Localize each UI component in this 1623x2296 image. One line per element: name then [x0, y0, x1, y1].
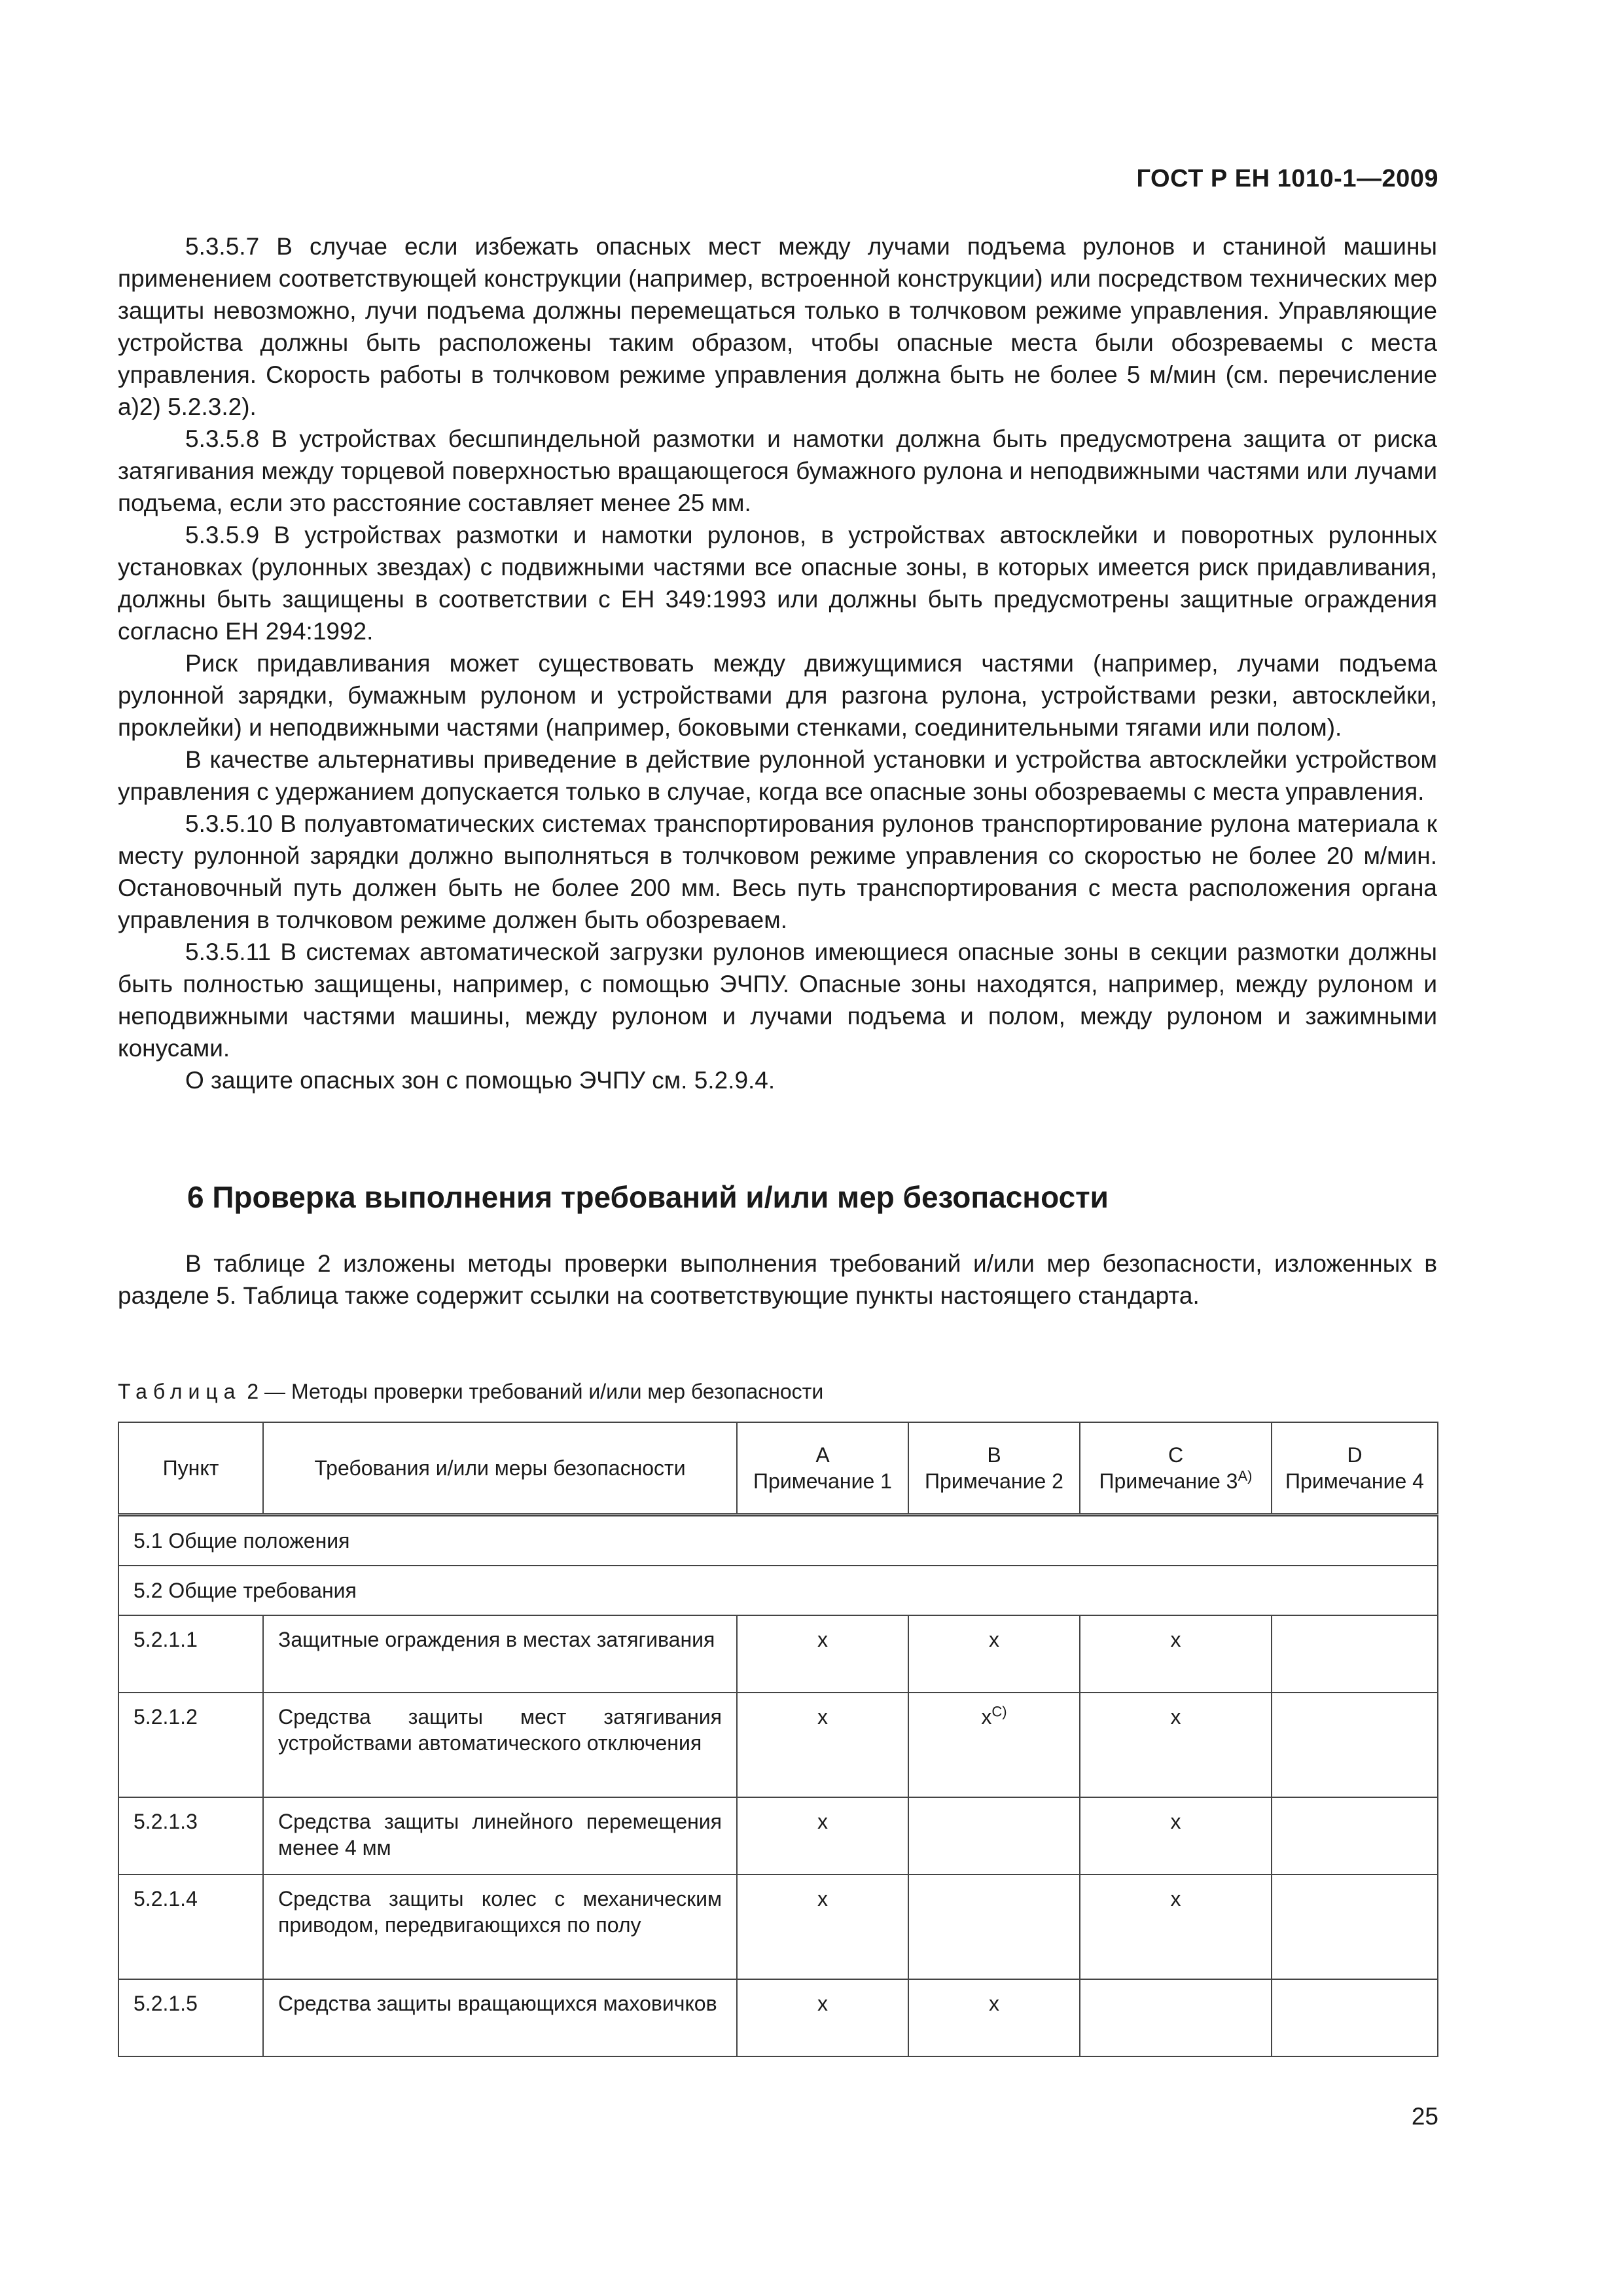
- paragraph-5-3-5-8: 5.3.5.8 В устройствах бесшпиндельной размотки и намотки должна быть предусмотрена защита от риска затягивания между торцевой поверхностью вращающегося бумажного рулона и неподвижными частями или лучами подъема, если это расстояние составляет менее 25 мм.: [118, 425, 1437, 516]
- paragraph-5-3-5-11: 5.3.5.11 В системах автоматической загрузки рулонов имеющиеся опасные зоны в секции размотки должны быть полностью защищены, например, с помощью ЭЧПУ. Опасные зоны находятся, например, между рулоном и неподвижными частями машины, между рулоном и лучами подъема и полом, между рулоном и зажимными конусами.: [118, 939, 1437, 1062]
- header-requirement: Требования и/или меры безопасности: [263, 1422, 737, 1515]
- row-mark-a: x: [737, 1797, 908, 1874]
- row-mark-d: [1272, 1874, 1438, 1979]
- header-clause: Пункт: [118, 1422, 263, 1515]
- row-mark-a: x: [737, 1979, 908, 2056]
- section-title: 6 Проверка выполнения требований и/или мер безопасности: [187, 1180, 1109, 1214]
- row-mark-c: x: [1080, 1693, 1272, 1797]
- row-clause: 5.2.1.1: [118, 1615, 263, 1693]
- row-mark-b: [908, 1615, 1080, 1693]
- row-mark-b-value: x: [981, 1705, 992, 1729]
- row-requirement: Средства защиты линейного перемещения менее 4 мм: [263, 1797, 737, 1874]
- verification-table: [118, 1422, 1438, 2057]
- table-row: [118, 1979, 1438, 2056]
- row-mark-d: [1272, 1693, 1438, 1797]
- row-clause: 5.2.1.5: [118, 1979, 263, 2056]
- table-section-row: [118, 1566, 1438, 1615]
- page-number: 25: [1411, 2103, 1438, 2130]
- table-header-row: [118, 1422, 1438, 1515]
- table-row: [118, 1874, 1438, 1979]
- row-mark-d: [1272, 1797, 1438, 1874]
- row-mark-d: [1272, 1615, 1438, 1693]
- table-row: [118, 1797, 1438, 1874]
- paragraph-5-3-5-10: 5.3.5.10 В полуавтоматических системах транспортирования рулонов транспортирование рулона материала к месту рулонной зарядки должно выполняться в толчковом режиме управления со скоростью не более 20 м/мин. Остановочный путь должен быть не более 200 мм. Весь путь транспортирования с места расположения органа управления в толчковом режиме должен быть обозреваем.: [118, 810, 1437, 933]
- row-mark-a: x: [737, 1693, 908, 1797]
- paragraph-cnc-reference: О защите опасных зон с помощью ЭЧПУ см. 5.2.9.4.: [185, 1067, 776, 1094]
- row-mark-a: x: [737, 1615, 908, 1693]
- row-clause: 5.2.1.4: [118, 1874, 263, 1979]
- row-requirement: Средства защиты колес с механическим приводом, передвигающихся по полу: [263, 1874, 737, 1979]
- row-clause: 5.2.1.2: [118, 1693, 263, 1797]
- table-caption: [118, 1380, 823, 1404]
- header-d-letter: D: [1347, 1443, 1363, 1467]
- header-a-note: Примечание 1: [753, 1469, 892, 1493]
- row-mark-c: x: [1080, 1615, 1272, 1693]
- header-d-note: Примечание 4: [1285, 1469, 1424, 1493]
- table-row: [118, 1693, 1438, 1797]
- row-mark-d: [1272, 1979, 1438, 2056]
- row-requirement: Средства защиты мест затягивания устройствами автоматического отключения: [263, 1693, 737, 1797]
- row-mark-c: x: [1080, 1797, 1272, 1874]
- row-clause: 5.2.1.3: [118, 1797, 263, 1874]
- row-mark-b: [908, 1693, 1080, 1797]
- header-b-letter: B: [987, 1443, 1001, 1467]
- header-c-footnote: A): [1238, 1467, 1253, 1484]
- header-c: [1080, 1422, 1272, 1515]
- table-caption-label: Таблица: [118, 1380, 241, 1403]
- header-c-letter: C: [1168, 1443, 1184, 1467]
- header-c-note: Примечание 3: [1099, 1469, 1238, 1493]
- row-mark-b: [908, 1874, 1080, 1979]
- row-requirement: Средства защиты вращающихся маховичков: [263, 1979, 737, 2056]
- paragraph-5-3-5-7: 5.3.5.7 В случае если избежать опасных мест между лучами подъема рулонов и станиной машины применением соответствующей конструкции (например, встроенной конструкции) или посредством технических мер защиты невозможно, лучи подъема должны перемещаться только в толчковом режиме управления. Управляющие устройства должны быть расположены таким образом, чтобы опасные места были обозреваемы с места управления. Скорость работы в толчковом режиме управления должна быть не более 5 м/мин (см. перечисление а)2) 5.2.3.2).: [118, 233, 1437, 420]
- row-mark-a: x: [737, 1874, 908, 1979]
- row-requirement: Защитные ограждения в местах затягивания: [263, 1615, 737, 1693]
- row-mark-b: [908, 1797, 1080, 1874]
- header-b-note: Примечание 2: [925, 1469, 1063, 1493]
- clause-text-block: [118, 230, 1437, 1096]
- row-mark-b-footnote: C): [991, 1703, 1007, 1720]
- row-mark-c: [1080, 1979, 1272, 2056]
- standard-header: ГОСТ Р ЕН 1010-1—2009: [1136, 165, 1438, 192]
- table-caption-title: 2 — Методы проверки требований и/или мер безопасности: [241, 1380, 824, 1403]
- paragraph-alternative: В качестве альтернативы приведение в действие рулонной установки и устройства автосклейки устройством управления с удержанием допускается только в случае, когда все опасные зоны обозреваемы с места управления.: [118, 746, 1437, 805]
- section-row-5-1: 5.1 Общие положения: [118, 1515, 1438, 1566]
- row-mark-b-value: x: [989, 1992, 999, 2015]
- row-mark-b: [908, 1979, 1080, 2056]
- paragraph-crush-risk: Риск придавливания может существовать между движущимися частями (например, лучами подъема рулонной зарядки, бумажным рулоном и устройствами для разгона рулона, устройствами резки, автосклейки, проклейки) и неподвижными частями (например, боковыми стенками, соединительными тягами или полом).: [118, 650, 1437, 741]
- header-a: [737, 1422, 908, 1515]
- table-row: [118, 1615, 1438, 1693]
- table-section-row: [118, 1515, 1438, 1566]
- section-intro: [118, 1247, 1437, 1312]
- header-a-letter: A: [815, 1443, 830, 1467]
- paragraph-5-3-5-9: 5.3.5.9 В устройствах размотки и намотки рулонов, в устройствах автосклейки и поворотных рулонных установках (рулонных звездах) с подвижными частями все опасные зоны, в которых имеется риск придавливания, должны быть защищены в соответствии с ЕН 349:1993 или должны быть предусмотрены защитные ограждения согласно ЕН 294:1992.: [118, 522, 1437, 645]
- section-row-5-2: 5.2 Общие требования: [118, 1566, 1438, 1615]
- row-mark-b-value: x: [989, 1628, 999, 1651]
- header-b: [908, 1422, 1080, 1515]
- section-intro-text: В таблице 2 изложены методы проверки выполнения требований и/или мер безопасности, изложенных в разделе 5. Таблица также содержит ссылки на соответствующие пункты настоящего стандарта.: [118, 1250, 1437, 1309]
- row-mark-c: x: [1080, 1874, 1272, 1979]
- header-d: [1272, 1422, 1438, 1515]
